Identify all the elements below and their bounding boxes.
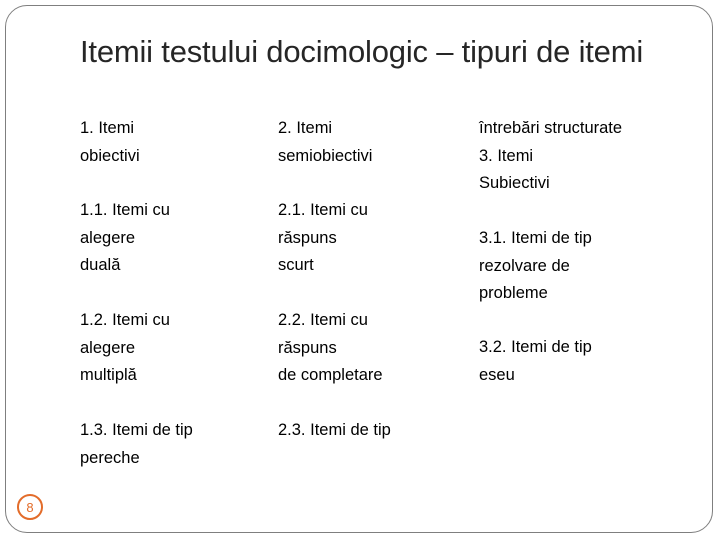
col3-item2-line: eseu <box>479 365 515 384</box>
col2-item2-line: 2.2. Itemi cu <box>278 311 368 329</box>
col1-item2-line: 1.2. Itemi cu <box>80 311 170 329</box>
col3-item-problem-solving <box>479 225 592 308</box>
slide-title: Itemii testului docimologic – tipuri de itemi <box>80 34 644 69</box>
col2-item2-line: de completare <box>278 366 383 384</box>
col3-heading-line: Subiectivi <box>479 174 550 192</box>
col1-item1-line: alegere <box>80 228 136 247</box>
col2-item3-line: 2.3. Itemi de tip <box>278 421 391 439</box>
col1-item1-line: duală <box>80 256 121 274</box>
col3-item1-line: rezolvare de <box>479 256 570 275</box>
col2-item1-line: răspuns <box>278 228 337 247</box>
col1-item1-line: 1.1. Itemi cu <box>80 201 170 219</box>
col3-item1-line: 3.1. Itemi de tip <box>479 229 592 247</box>
col1-item-multiple-choice <box>80 307 170 390</box>
page-number-badge: 8 <box>17 494 43 520</box>
col2-heading-line: 2. Itemi <box>278 119 333 137</box>
col1-item2-line: alegere <box>80 338 136 357</box>
col3-item-essay <box>479 334 592 389</box>
col2-item-type <box>278 417 391 445</box>
col1-heading-line: obiectivi <box>80 146 140 165</box>
col2-heading <box>278 115 372 170</box>
col2-item-short-answer <box>278 197 368 280</box>
col1-item-dual-choice <box>80 197 170 280</box>
col3-item1-line: probleme <box>479 284 548 302</box>
col1-item2-line: multiplă <box>80 366 137 384</box>
col3-heading <box>479 115 622 198</box>
col1-item3-line: pereche <box>80 448 140 467</box>
col2-item-completion <box>278 307 383 390</box>
col1-heading <box>80 115 140 170</box>
col2-item2-line: răspuns <box>278 338 337 357</box>
col1-item3-line: 1.3. Itemi de tip <box>80 421 193 439</box>
col1-item-pair <box>80 417 193 472</box>
col3-heading-line: 3. Itemi <box>479 146 534 165</box>
col2-heading-line: semiobiectivi <box>278 146 373 165</box>
col1-heading-line: 1. Itemi <box>80 119 135 137</box>
col3-item2-line: 3.2. Itemi de tip <box>479 338 592 356</box>
col2-item1-line: 2.1. Itemi cu <box>278 201 368 219</box>
col3-heading-line: întrebări structurate <box>479 119 623 137</box>
col2-item1-line: scurt <box>278 256 314 274</box>
